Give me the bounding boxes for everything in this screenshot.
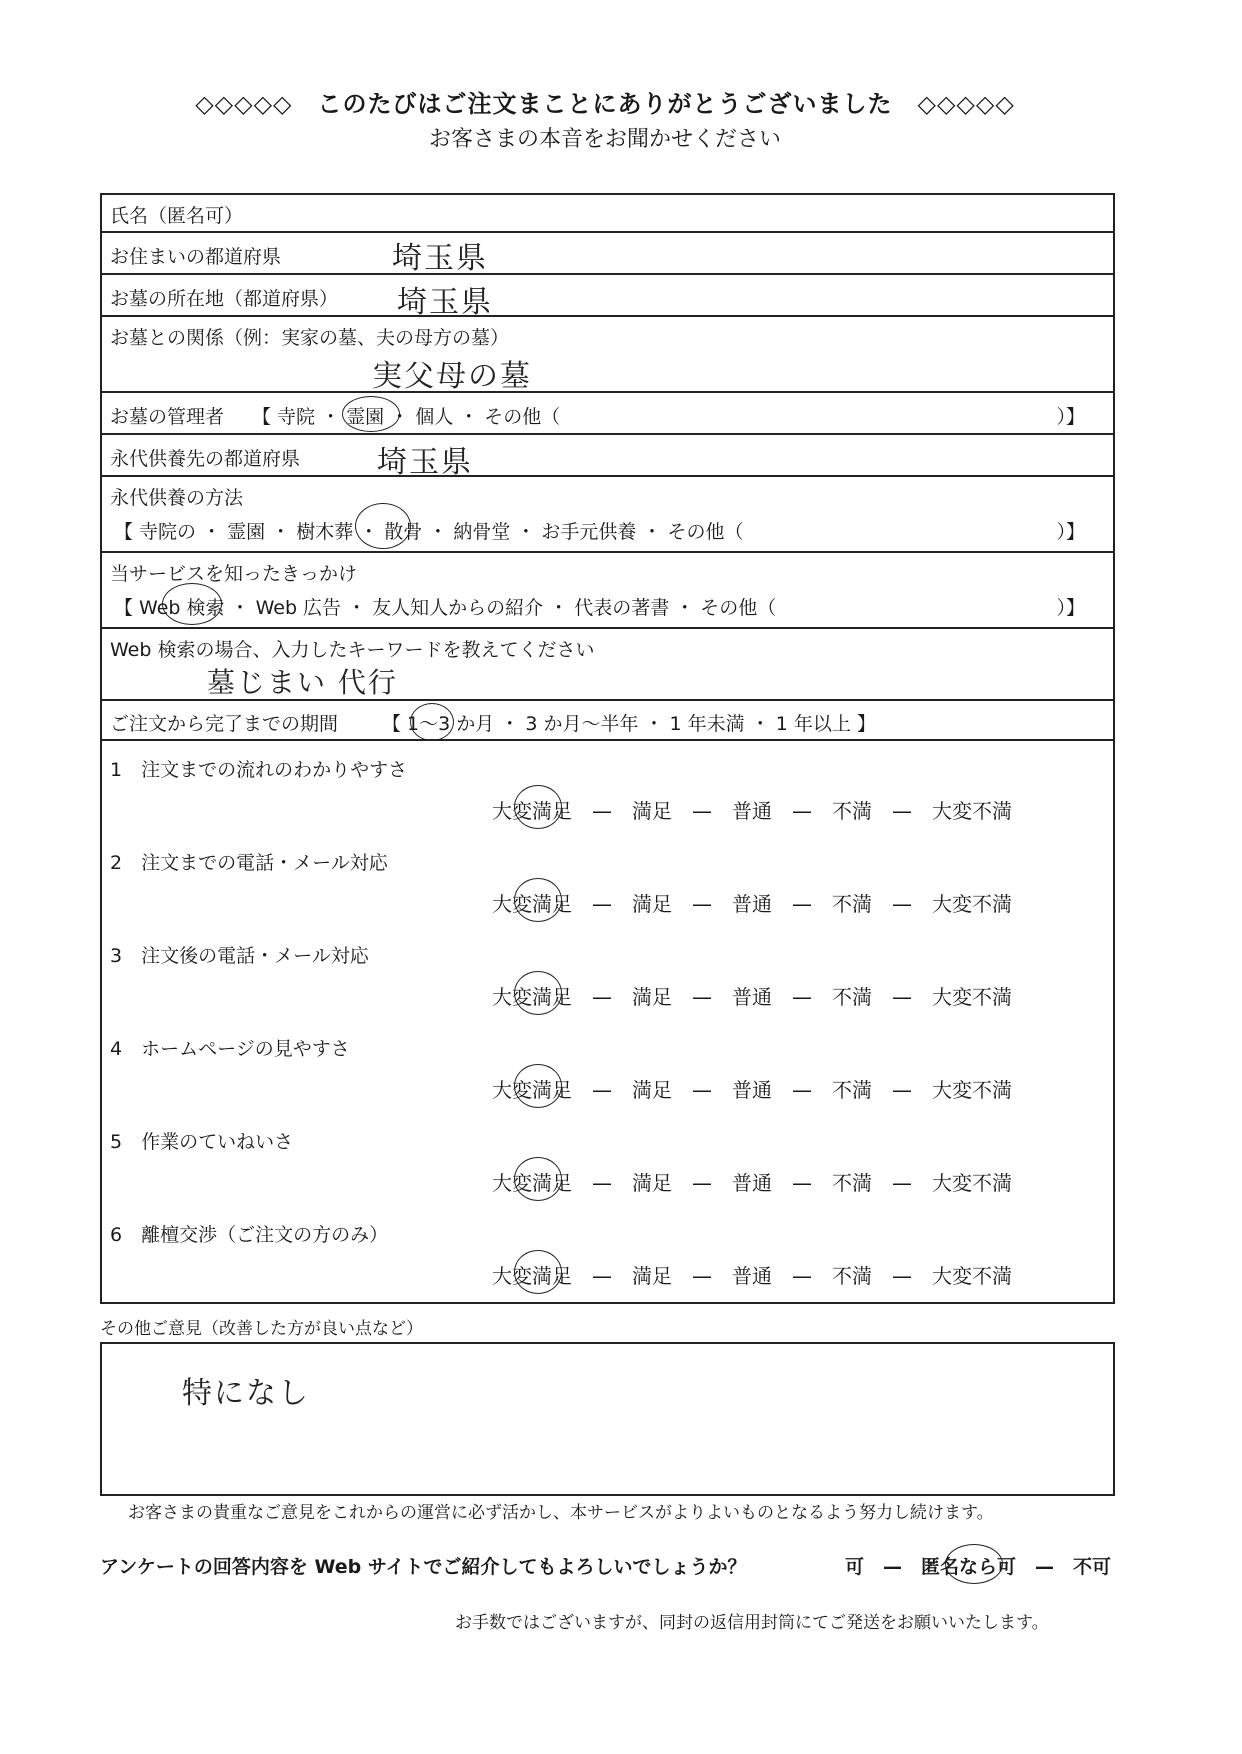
rating-dash: —: [892, 1078, 912, 1102]
relation-label: お墓との関係（例：実家の墓、夫の母方の墓）: [110, 327, 510, 349]
rating-option[interactable]: 満足: [632, 1171, 672, 1195]
rating-dash: —: [892, 985, 912, 1009]
rating-selected-circle: [514, 878, 562, 922]
rating-dash: —: [892, 1171, 912, 1195]
rating-dash: —: [892, 1264, 912, 1288]
publish-question: アンケートの回答内容を Web サイトでご紹介してもよろしいでしょうか？: [100, 1556, 747, 1578]
source-selected-circle: [162, 583, 222, 625]
other-comments-value[interactable]: 特になし: [182, 1376, 310, 1411]
rating-option[interactable]: 満足: [632, 1078, 672, 1102]
rating-option[interactable]: 普通: [732, 892, 772, 916]
rating-option[interactable]: 普通: [732, 1264, 772, 1288]
rating-dash: —: [592, 1264, 612, 1288]
relation-value[interactable]: 実父母の墓: [372, 359, 532, 394]
method-row: [102, 477, 1113, 553]
rating-question-5: 5 作業のていねいさ: [110, 1131, 294, 1153]
manager-close: ）】: [1056, 406, 1085, 428]
prefecture-label: お住まいの都道府県: [110, 246, 282, 268]
rating-dash: —: [592, 1078, 612, 1102]
rating-selected-circle: [514, 971, 562, 1015]
rating-dash: —: [592, 985, 612, 1009]
rating-question-3: 3 注文後の電話・メール対応: [110, 945, 369, 967]
period-label: ご注文から完了までの期間: [110, 713, 339, 735]
rating-dash: —: [792, 985, 812, 1009]
rating-question-1: 1 注文までの流れのわかりやすさ: [110, 759, 408, 781]
rating-option[interactable]: 普通: [732, 799, 772, 823]
rating-dash: —: [892, 892, 912, 916]
rating-selected-circle: [514, 1250, 562, 1294]
source-row: [102, 553, 1113, 629]
keyword-label: Web 検索の場合、入力したキーワードを教えてください: [110, 639, 595, 661]
rating-dash: —: [692, 799, 712, 823]
rating-option[interactable]: 普通: [732, 1171, 772, 1195]
grave-location-value[interactable]: 埼玉県: [397, 285, 493, 320]
manager-row: [102, 393, 1113, 435]
period-selected-circle: [410, 703, 454, 741]
rating-option[interactable]: 満足: [632, 1264, 672, 1288]
rating-scale-5: [492, 1167, 1012, 1196]
rating-option[interactable]: 大変満足: [492, 892, 572, 916]
rating-dash: —: [792, 1264, 812, 1288]
rating-option[interactable]: 不満: [832, 1264, 872, 1288]
rating-dash: —: [792, 799, 812, 823]
rating-dash: —: [692, 1264, 712, 1288]
rating-option[interactable]: 普通: [732, 985, 772, 1009]
keyword-row: [102, 629, 1113, 701]
prefecture-value[interactable]: 埼玉県: [392, 241, 488, 276]
rating-scale-1: [492, 795, 1012, 824]
rating-option[interactable]: 不満: [832, 985, 872, 1009]
rating-scale-3: [492, 981, 1012, 1010]
form-subtitle: お客さまの本音をお聞かせください: [428, 127, 781, 152]
rating-option[interactable]: 大変満足: [492, 1171, 572, 1195]
rating-dash: —: [792, 1078, 812, 1102]
rating-selected-circle: [514, 785, 562, 829]
rating-option[interactable]: 大変不満: [932, 1264, 1012, 1288]
rating-question-6: 6 離檀交渉（ご注文の方のみ）: [110, 1224, 389, 1246]
rating-question-2: 2 注文までの電話・メール対応: [110, 852, 388, 874]
grave-location-label: お墓の所在地（都道府県）: [110, 288, 339, 310]
rating-option[interactable]: 満足: [632, 985, 672, 1009]
memorial-pref-label: 永代供養先の都道府県: [110, 448, 301, 470]
relation-row: [102, 317, 1113, 393]
period-options[interactable]: 【 1〜3 か月 ・ 3 か月〜半年 ・ 1 年未満 ・ 1 年以上 】: [382, 713, 876, 735]
survey-form: [100, 193, 1115, 1304]
manager-selected-circle: [342, 396, 400, 432]
rating-dash: —: [892, 799, 912, 823]
method-selected-circle: [355, 503, 411, 549]
method-options[interactable]: 【 寺院の ・ 霊園 ・ 樹木葬 ・ 散骨 ・ 納骨堂 ・ お手元供養 ・ その他（: [114, 521, 744, 543]
rating-option[interactable]: 大変満足: [492, 799, 572, 823]
rating-dash: —: [592, 1171, 612, 1195]
form-title: ◇◇◇◇◇ このたびはご注文まことにありがとうございました ◇◇◇◇◇: [195, 90, 1015, 118]
memorial-pref-value[interactable]: 埼玉県: [377, 445, 473, 480]
rating-dash: —: [692, 985, 712, 1009]
rating-option[interactable]: 不満: [832, 1171, 872, 1195]
period-row: [102, 701, 1113, 741]
return-note: お手数ではございますが、同封の返信用封筒にてご発送をお願いいたします。: [455, 1613, 1049, 1633]
rating-dash: —: [692, 1171, 712, 1195]
rating-option[interactable]: 大変不満: [932, 985, 1012, 1009]
rating-selected-circle: [514, 1157, 562, 1201]
rating-option[interactable]: 大変不満: [932, 1078, 1012, 1102]
rating-option[interactable]: 不満: [832, 892, 872, 916]
rating-question-4: 4 ホームページの見やすさ: [110, 1038, 350, 1060]
rating-option[interactable]: 大変不満: [932, 892, 1012, 916]
rating-scale-2: [492, 888, 1012, 917]
name-row: [102, 195, 1113, 233]
other-comments-box[interactable]: [100, 1342, 1115, 1496]
manager-label: お墓の管理者: [110, 406, 225, 428]
rating-option[interactable]: 大変不満: [932, 799, 1012, 823]
rating-scale-6: [492, 1260, 1012, 1289]
rating-scale-4: [492, 1074, 1012, 1103]
other-label: その他ご意見（改善した方が良い点など）: [100, 1319, 423, 1339]
rating-option[interactable]: 普通: [732, 1078, 772, 1102]
rating-dash: —: [792, 892, 812, 916]
manager-options[interactable]: 【 寺院 ・ 霊園 ・ 個人 ・ その他（: [252, 406, 561, 428]
ratings-section: [102, 741, 1113, 1302]
method-close: ）】: [1056, 521, 1085, 543]
rating-dash: —: [792, 1171, 812, 1195]
prefecture-row: [102, 233, 1113, 275]
thanks-note: お客さまの貴重なご意見をこれからの運営に必ず活かし、本サービスがよりよいものとなるよう努力し続けます。: [128, 1503, 994, 1523]
rating-option[interactable]: 満足: [632, 892, 672, 916]
rating-option[interactable]: 不満: [832, 1078, 872, 1102]
source-close: ）】: [1056, 597, 1085, 619]
grave-location-row: [102, 275, 1113, 320]
rating-selected-circle: [514, 1064, 562, 1108]
rating-option[interactable]: 大変不満: [932, 1171, 1012, 1195]
rating-dash: —: [692, 892, 712, 916]
rating-option[interactable]: 満足: [632, 799, 672, 823]
method-label: 永代供養の方法: [110, 487, 244, 509]
memorial-pref-row: [102, 435, 1113, 480]
source-options[interactable]: 【 Web 検索 ・ Web 広告 ・ 友人知人からの紹介 ・ 代表の著書 ・ その他（: [114, 597, 777, 619]
name-label: 氏名（匿名可）: [110, 205, 244, 227]
publish-options[interactable]: 可 — 匿名なら可 — 不可: [845, 1556, 1112, 1578]
rating-dash: —: [592, 799, 612, 823]
source-label: 当サービスを知ったきっかけ: [110, 563, 358, 585]
rating-option[interactable]: 不満: [832, 799, 872, 823]
rating-dash: —: [692, 1078, 712, 1102]
rating-option[interactable]: 大変満足: [492, 1078, 572, 1102]
publish-selected-circle: [945, 1544, 1003, 1584]
rating-dash: —: [592, 892, 612, 916]
rating-option[interactable]: 大変満足: [492, 1264, 572, 1288]
rating-option[interactable]: 大変満足: [492, 985, 572, 1009]
keyword-value[interactable]: 墓じまい 代行: [207, 666, 398, 699]
